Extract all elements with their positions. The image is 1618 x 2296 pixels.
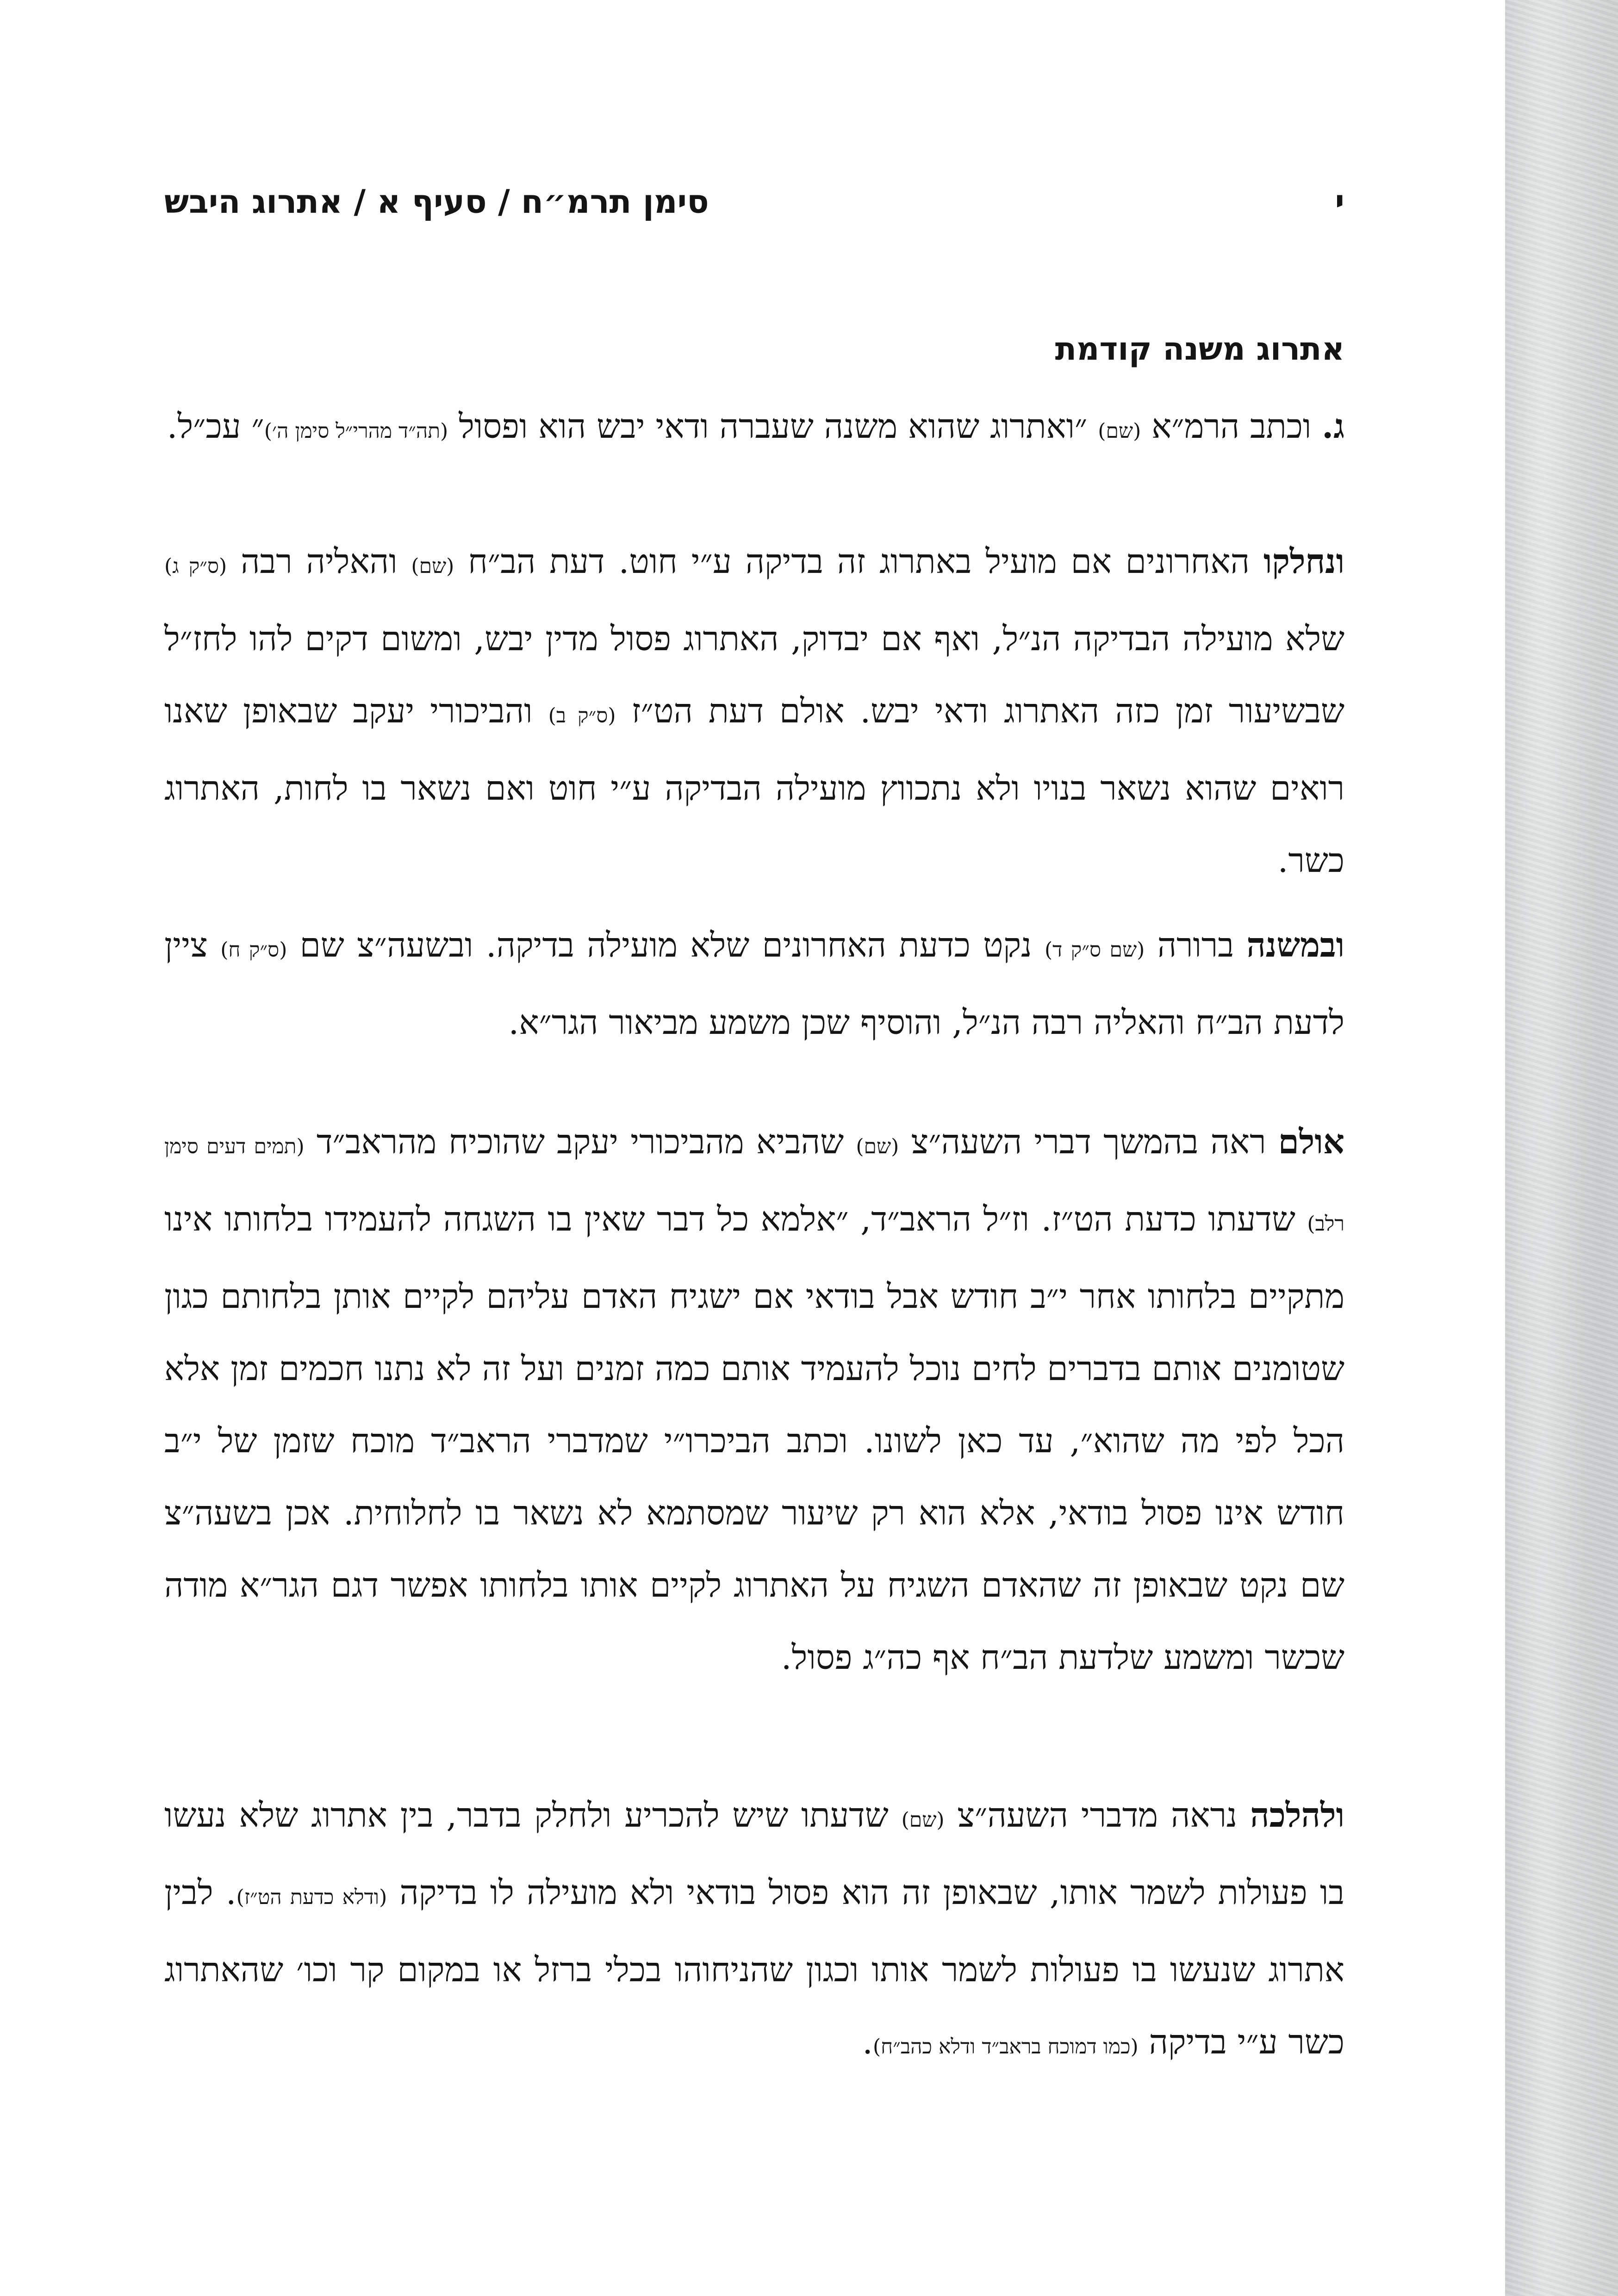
page-edge-texture bbox=[1505, 0, 1618, 2296]
paragraph-text: והאליה רבה bbox=[227, 542, 411, 581]
paragraph-lehalacha bbox=[164, 1779, 1344, 2083]
source-citation: (ס״ק ג) bbox=[164, 554, 227, 578]
paragraph-lead-word: ובמשנה bbox=[1246, 925, 1344, 964]
source-citation: (שם) bbox=[411, 554, 454, 578]
paragraph-text: ציין לדעת הב״ח והאליה רבה הנ״ל, והוסיף שכן משמע מביאור הגר״א. bbox=[164, 926, 1344, 1042]
source-citation: (ודלא כדעת הט״ז) bbox=[236, 1885, 387, 1909]
paragraph-text: ראה בהמשך דברי השעה״צ bbox=[899, 1122, 1278, 1161]
paragraph-gimel bbox=[164, 390, 1344, 467]
source-citation: (תה״ד מהרי״ל סימן ה׳) bbox=[264, 419, 448, 443]
page-number: י bbox=[1335, 183, 1344, 221]
source-citation: (שם ס״ק ד) bbox=[1044, 938, 1145, 962]
paragraph-label: ג. bbox=[1322, 406, 1344, 446]
paragraph-lead-word: ולהלכה bbox=[1250, 1795, 1345, 1835]
paragraph-text: נראה מדברי השעה״צ bbox=[944, 1796, 1251, 1835]
source-citation: (שם) bbox=[856, 1135, 899, 1158]
paragraph-text: . לבין אתרוג שנעשו בו פעולות לשמר אותו וכגון שהניחוהו בכלי ברזל או במקום קר וכו׳ שהאתרוג כשר ע״י בדיקה bbox=[164, 1873, 1344, 2061]
paragraph-lead-word: ונחלקו bbox=[1263, 541, 1345, 581]
source-citation: (שם) bbox=[901, 1808, 945, 1832]
paragraph-text: האחרונים אם מועיל באתרוג זה בדיקה ע״י חוט. דעת הב״ח bbox=[454, 542, 1263, 581]
paragraph-text: והביכורי יעקב שבאופן שאנו רואים שהוא נשאר בנויו ולא נתכווץ מועילה הבדיקה ע״י חוט ואם נשאר בו לחות, האתרוג כשר. bbox=[164, 691, 1344, 880]
paragraph-lead-word: אולם bbox=[1278, 1122, 1344, 1161]
page-header bbox=[164, 183, 1344, 234]
source-citation: (תמים דעים סימן רלב) bbox=[164, 1135, 1344, 1236]
paragraph-venechleku bbox=[164, 525, 1344, 896]
paragraph-text: ״ עכ״ל. bbox=[167, 407, 264, 446]
paragraph-text: שדעתו שיש להכריע ולחלק בדבר, בין אתרוג שלא נעשו בו פעולות לשמר אותו, שבאופן זה הוא פסול בודאי ולא מועילה לו בדיקה bbox=[164, 1796, 1344, 1912]
source-citation: (שם) bbox=[1098, 419, 1141, 443]
paragraph-text: שדעתו כדעת הט״ז. וז״ל הראב״ד, ״אלמא כל דבר שאין בו השגחה להעמידו בלחותו אינו מתקיים בלחותו אחר י״ב חודש אבל בודאי אם ישגיח האדם עליהם לקיים אותן בלחותם כגון שטומנים אותם בדברים לחים נוכל להעמיד אותם כמה זמנים ועל זה לא נתנו חכמים זמן אלא הכל לפי מה שהוא״, עד כאן לשונו. וכתב הביכרו״י שמדברי הראב״ד מוכח שזמן של י״ב חודש אינו פסול בודאי, אלא הוא רק שיעור שמסתמא לא נשאר בו לחלוחית. אכן בשעה״צ שם נקט שבאופן זה שהאדם השגיח על האתרוג לקיים אותו בלחותו אפשר דגם הגר״א מודה שכשר ומשמע שלדעת הב״ח אף כה״ג פסול. bbox=[164, 1200, 1344, 1677]
paragraph-text: וכתב הרמ״א bbox=[1141, 407, 1322, 446]
section-heading: אתרוג משנה קודמת bbox=[1055, 331, 1344, 367]
source-citation: (ס״ק ב) bbox=[548, 704, 616, 728]
paragraph-text: ברורה bbox=[1145, 926, 1247, 964]
paragraph-text: שהביא מהביכורי יעקב שהוכיח מהראב״ד bbox=[304, 1122, 856, 1161]
running-title: סימן תרמ״ח / סעיף א / אתרוג היבש bbox=[164, 183, 709, 221]
paragraph-ulam bbox=[164, 1106, 1344, 1693]
paragraph-text: . bbox=[862, 2022, 873, 2061]
source-citation: (ס״ק ח) bbox=[220, 938, 287, 962]
paragraph-text: ״ואתרוג שהוא משנה שעברה ודאי יבש הוא ופסול bbox=[448, 407, 1098, 446]
paragraph-text: שלא מועילה הבדיקה הנ״ל, ואף אם יבדוק, האתרוג פסול מדין יבש, ומשום דקים להו לחז״ל שבשיעור זמן כזה האתרוג ודאי יבש. אולם דעת הט״ז bbox=[164, 619, 1344, 730]
paragraph-bemishna bbox=[164, 909, 1344, 1058]
source-citation: (כמו דמוכח בראב״ד ודלא כהב״ח) bbox=[873, 2035, 1139, 2059]
paragraph-text: נקט כדעת האחרונים שלא מועילה בדיקה. ובשעה״צ שם bbox=[287, 926, 1045, 964]
